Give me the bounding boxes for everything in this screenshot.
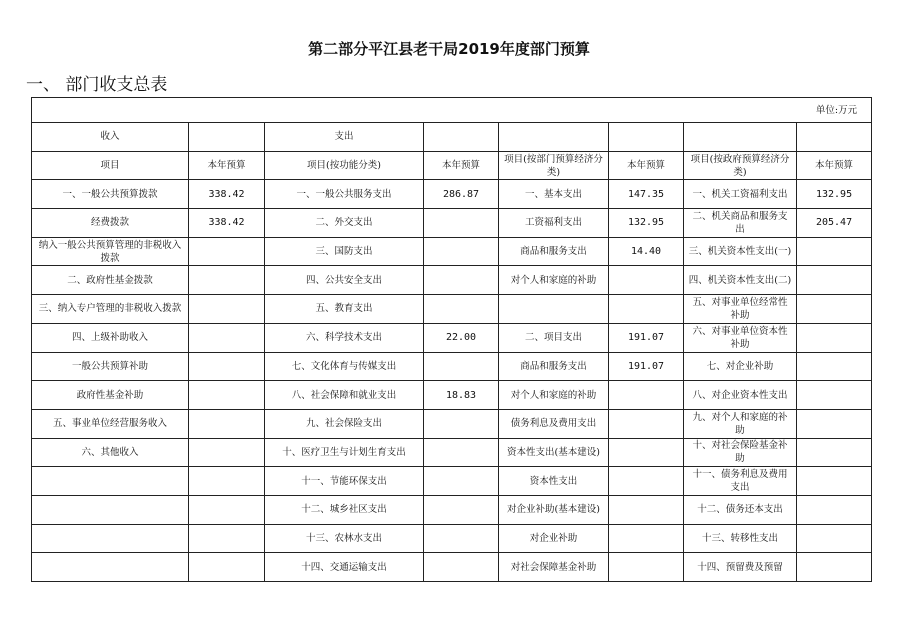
table-row xyxy=(32,295,872,324)
gov-econ-amount-cell xyxy=(797,553,872,582)
gov-econ-amount-cell xyxy=(797,323,872,352)
table-row xyxy=(32,180,872,209)
dept-econ-amount-cell xyxy=(609,381,684,410)
income-amount-cell xyxy=(189,381,265,410)
unit-row xyxy=(32,98,872,123)
income-item-cell xyxy=(32,467,189,496)
dept-econ-amount-cell: 14.40 xyxy=(609,237,684,266)
function-amount-cell xyxy=(424,438,499,467)
income-amount-cell xyxy=(189,524,265,553)
income-amount-cell xyxy=(189,323,265,352)
income-amount-cell xyxy=(189,495,265,524)
gov-econ-amount-cell xyxy=(797,409,872,438)
function-amount-cell xyxy=(424,266,499,295)
income-item-cell: 纳入一般公共预算管理的非税收入拨款 xyxy=(32,237,189,266)
function-item-cell: 八、社会保障和就业支出 xyxy=(265,381,424,410)
dept-econ-item-cell: 资本性支出(基本建设) xyxy=(499,438,609,467)
dept-econ-item-cell: 对个人和家庭的补助 xyxy=(499,266,609,295)
gov-econ-amount-cell xyxy=(797,467,872,496)
gov-econ-item-cell: 三、机关资本性支出(一) xyxy=(684,237,797,266)
table-row xyxy=(32,323,872,352)
income-amount-cell xyxy=(189,295,265,324)
function-amount-cell: 286.87 xyxy=(424,180,499,209)
income-amount-cell xyxy=(189,467,265,496)
gov-econ-item-cell: 二、机关商品和服务支出 xyxy=(684,209,797,238)
function-amount-cell: 22.00 xyxy=(424,323,499,352)
group-row xyxy=(32,123,872,152)
function-amount-cell: 18.83 xyxy=(424,381,499,410)
empty-cell xyxy=(609,123,684,152)
function-item-cell: 十一、节能环保支出 xyxy=(265,467,424,496)
dept-econ-amount-cell xyxy=(609,467,684,496)
gov-econ-item-cell: 四、机关资本性支出(二) xyxy=(684,266,797,295)
dept-econ-amount-cell xyxy=(609,495,684,524)
income-item-cell xyxy=(32,524,189,553)
unit-label: 单位:万元 xyxy=(32,98,872,123)
dept-econ-amount-cell xyxy=(609,438,684,467)
dept-econ-item-cell: 工资福利支出 xyxy=(499,209,609,238)
table-row xyxy=(32,209,872,238)
gov-econ-item-cell: 六、对事业单位资本性补助 xyxy=(684,323,797,352)
gov-econ-item-cell: 十三、转移性支出 xyxy=(684,524,797,553)
expense-group-label: 支出 xyxy=(265,123,424,152)
col-header: 本年预算 xyxy=(424,151,499,180)
col-header: 本年预算 xyxy=(189,151,265,180)
income-item-cell: 二、政府性基金拨款 xyxy=(32,266,189,295)
function-amount-cell xyxy=(424,495,499,524)
income-item-cell: 四、上级补助收入 xyxy=(32,323,189,352)
income-item-cell: 一、一般公共预算拨款 xyxy=(32,180,189,209)
gov-econ-item-cell: 九、对个人和家庭的补助 xyxy=(684,409,797,438)
dept-econ-item-cell: 一、基本支出 xyxy=(499,180,609,209)
dept-econ-item-cell: 对企业补助(基本建设) xyxy=(499,495,609,524)
empty-cell xyxy=(684,123,797,152)
dept-econ-amount-cell xyxy=(609,295,684,324)
dept-econ-item-cell: 二、项目支出 xyxy=(499,323,609,352)
gov-econ-amount-cell xyxy=(797,495,872,524)
col-header: 项目 xyxy=(32,151,189,180)
income-amount-cell xyxy=(189,409,265,438)
dept-econ-amount-cell: 191.07 xyxy=(609,323,684,352)
gov-econ-amount-cell xyxy=(797,352,872,381)
function-item-cell: 十四、交通运输支出 xyxy=(265,553,424,582)
gov-econ-item-cell: 十、对社会保险基金补助 xyxy=(684,438,797,467)
function-item-cell: 一、一般公共服务支出 xyxy=(265,180,424,209)
col-header: 本年预算 xyxy=(797,151,872,180)
table-row xyxy=(32,266,872,295)
function-amount-cell xyxy=(424,524,499,553)
dept-econ-item-cell: 对企业补助 xyxy=(499,524,609,553)
function-item-cell: 四、公共安全支出 xyxy=(265,266,424,295)
gov-econ-item-cell: 一、机关工资福利支出 xyxy=(684,180,797,209)
table-row xyxy=(32,467,872,496)
function-item-cell: 六、科学技术支出 xyxy=(265,323,424,352)
dept-econ-amount-cell: 147.35 xyxy=(609,180,684,209)
function-amount-cell xyxy=(424,237,499,266)
table-row xyxy=(32,553,872,582)
empty-cell xyxy=(499,123,609,152)
empty-cell xyxy=(424,123,499,152)
table-row xyxy=(32,237,872,266)
income-item-cell: 三、纳入专户管理的非税收入拨款 xyxy=(32,295,189,324)
gov-econ-amount-cell: 132.95 xyxy=(797,180,872,209)
income-amount-cell xyxy=(189,237,265,266)
gov-econ-amount-cell xyxy=(797,295,872,324)
income-amount-cell: 338.42 xyxy=(189,180,265,209)
income-amount-cell xyxy=(189,352,265,381)
dept-econ-item-cell: 债务利息及费用支出 xyxy=(499,409,609,438)
function-amount-cell xyxy=(424,352,499,381)
col-header: 本年预算 xyxy=(609,151,684,180)
income-amount-cell xyxy=(189,438,265,467)
section-heading: 一、 部门收支总表 xyxy=(26,75,168,95)
gov-econ-item-cell: 十四、预留费及预留 xyxy=(684,553,797,582)
gov-econ-item-cell: 八、对企业资本性支出 xyxy=(684,381,797,410)
income-item-cell xyxy=(32,495,189,524)
dept-econ-item-cell: 对社会保障基金补助 xyxy=(499,553,609,582)
income-item-cell: 政府性基金补助 xyxy=(32,381,189,410)
budget-table xyxy=(31,97,872,582)
function-item-cell: 三、国防支出 xyxy=(265,237,424,266)
gov-econ-amount-cell xyxy=(797,266,872,295)
dept-econ-item-cell: 对个人和家庭的补助 xyxy=(499,381,609,410)
dept-econ-item-cell: 资本性支出 xyxy=(499,467,609,496)
function-item-cell: 十、医疗卫生与计划生育支出 xyxy=(265,438,424,467)
gov-econ-amount-cell xyxy=(797,438,872,467)
function-amount-cell xyxy=(424,553,499,582)
gov-econ-amount-cell xyxy=(797,237,872,266)
income-amount-cell xyxy=(189,266,265,295)
function-item-cell: 九、社会保险支出 xyxy=(265,409,424,438)
dept-econ-amount-cell xyxy=(609,524,684,553)
income-item-cell xyxy=(32,553,189,582)
empty-cell xyxy=(797,123,872,152)
table-row xyxy=(32,524,872,553)
dept-econ-item-cell: 商品和服务支出 xyxy=(499,237,609,266)
income-item-cell: 六、其他收入 xyxy=(32,438,189,467)
gov-econ-amount-cell: 205.47 xyxy=(797,209,872,238)
gov-econ-item-cell: 七、对企业补助 xyxy=(684,352,797,381)
income-amount-cell xyxy=(189,553,265,582)
gov-econ-item-cell: 十一、债务利息及费用支出 xyxy=(684,467,797,496)
income-amount-cell: 338.42 xyxy=(189,209,265,238)
dept-econ-item-cell: 商品和服务支出 xyxy=(499,352,609,381)
col-header: 项目(按政府预算经济分类) xyxy=(684,151,797,180)
table-row xyxy=(32,409,872,438)
function-amount-cell xyxy=(424,409,499,438)
function-amount-cell xyxy=(424,295,499,324)
page-title: 第二部分平江县老干局2019年度部门预算 xyxy=(308,40,590,58)
dept-econ-item-cell xyxy=(499,295,609,324)
gov-econ-amount-cell xyxy=(797,381,872,410)
income-item-cell: 经费拨款 xyxy=(32,209,189,238)
gov-econ-item-cell: 五、对事业单位经常性补助 xyxy=(684,295,797,324)
function-amount-cell xyxy=(424,467,499,496)
table-row xyxy=(32,381,872,410)
dept-econ-amount-cell xyxy=(609,553,684,582)
function-item-cell: 七、文化体育与传媒支出 xyxy=(265,352,424,381)
gov-econ-amount-cell xyxy=(797,524,872,553)
function-item-cell: 五、教育支出 xyxy=(265,295,424,324)
function-item-cell: 二、外交支出 xyxy=(265,209,424,238)
income-item-cell: 一般公共预算补助 xyxy=(32,352,189,381)
col-header: 项目(按部门预算经济分类) xyxy=(499,151,609,180)
income-group-label: 收入 xyxy=(32,123,189,152)
function-amount-cell xyxy=(424,209,499,238)
gov-econ-item-cell: 十二、债务还本支出 xyxy=(684,495,797,524)
table-row xyxy=(32,352,872,381)
function-item-cell: 十三、农林水支出 xyxy=(265,524,424,553)
dept-econ-amount-cell: 132.95 xyxy=(609,209,684,238)
dept-econ-amount-cell: 191.07 xyxy=(609,352,684,381)
table-row xyxy=(32,438,872,467)
table-row xyxy=(32,495,872,524)
header-row xyxy=(32,151,872,180)
empty-cell xyxy=(189,123,265,152)
dept-econ-amount-cell xyxy=(609,266,684,295)
col-header: 项目(按功能分类) xyxy=(265,151,424,180)
income-item-cell: 五、事业单位经营服务收入 xyxy=(32,409,189,438)
function-item-cell: 十二、城乡社区支出 xyxy=(265,495,424,524)
dept-econ-amount-cell xyxy=(609,409,684,438)
